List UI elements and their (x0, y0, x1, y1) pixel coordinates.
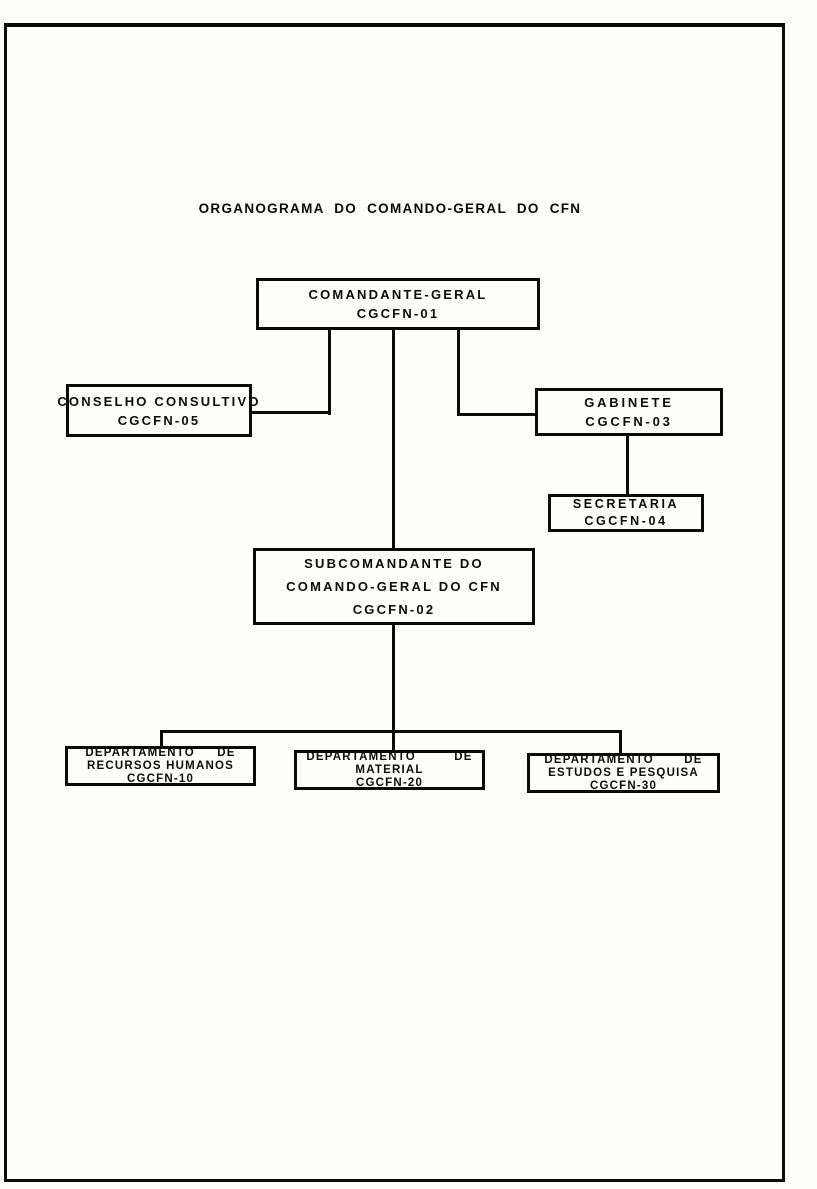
org-box-secretaria (548, 494, 704, 532)
connector-comandante-to-gabinete-vertical (457, 328, 460, 416)
org-box-dept-recursos-humanos (65, 746, 256, 786)
org-box-name-line1: DEPARTAMENTO DE (306, 750, 473, 763)
org-box-name-line2: COMANDO-GERAL DO CFN (286, 579, 502, 594)
org-box-code: CGCFN-10 (126, 772, 195, 785)
org-box-code: CGCFN-01 (356, 306, 440, 321)
org-box-code: CGCFN-05 (117, 412, 201, 428)
connector-comandante-to-conselho-horizontal (250, 411, 330, 414)
org-box-dept-material (294, 750, 485, 790)
connector-drop-estudos-pesquisa (619, 730, 622, 755)
org-box-name: SECRETARIA (572, 497, 680, 511)
connector-comandante-to-conselho-vertical (328, 328, 331, 415)
org-box-code: CGCFN-04 (584, 514, 668, 528)
connector-subcomandante-to-departments (392, 622, 395, 753)
org-box-name-line2: RECURSOS HUMANOS (87, 759, 234, 772)
org-box-name: CONSELHO CONSULTIVO (57, 393, 261, 409)
org-box-code: CGCFN-30 (589, 779, 658, 792)
org-box-name-line1: DEPARTAMENTO DE (85, 746, 236, 759)
connector-gabinete-to-secretaria (626, 434, 629, 496)
org-box-name-line1: DEPARTAMENTO DE (544, 753, 703, 766)
org-box-gabinete (535, 388, 723, 436)
org-box-name: COMANDANTE-GERAL (308, 287, 488, 302)
chart-title: ORGANOGRAMA DO COMANDO-GERAL DO CFN (198, 201, 582, 216)
org-box-comandante-geral (256, 278, 540, 330)
org-box-code: CGCFN-03 (585, 414, 673, 429)
connector-comandante-to-gabinete-horizontal (458, 413, 537, 416)
connector-comandante-to-subcomandante (392, 328, 395, 550)
org-box-code: CGCFN-20 (355, 776, 424, 789)
org-box-name-line2: MATERIAL (355, 763, 424, 776)
org-box-code: CGCFN-02 (352, 602, 436, 617)
connector-departments-distribution-bar (160, 730, 622, 733)
org-box-subcomandante (253, 548, 535, 625)
org-box-name: GABINETE (584, 395, 674, 410)
org-box-conselho-consultivo (57, 384, 261, 437)
org-box-dept-estudos-pesquisa (527, 753, 720, 793)
org-box-name-line2: ESTUDOS E PESQUISA (548, 766, 699, 779)
org-box-name-line1: SUBCOMANDANTE DO (304, 556, 484, 571)
